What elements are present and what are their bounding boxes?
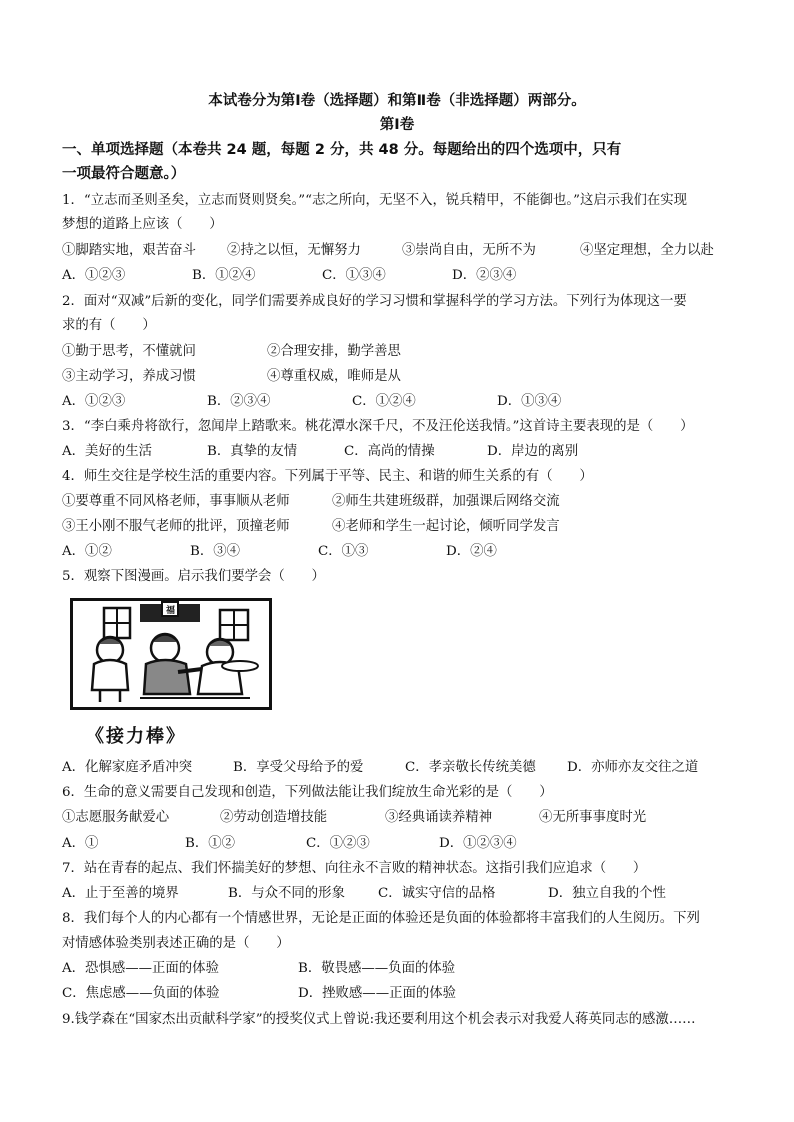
q6-options [62,834,742,853]
q5-option-d[interactable]: D．亦师亦友交往之道 [567,760,699,775]
q1-statement-3: ③崇尚自由，无所不为 [402,243,536,258]
q3-stem: 3．“李白乘舟将欲行，忽闻岸上踏歌来。桃花潭水深千尺，不及汪伦送我情。”这首诗主要表现的是（ ） [62,419,694,434]
q7-options [62,884,742,903]
q2-stem-line2: 求的有（ ） [62,318,156,333]
q6-statements [62,808,742,827]
cartoon-caption: 《接力棒》 [86,726,186,747]
volume-title: 第Ⅰ卷 [379,117,415,133]
q5-stem: 5．观察下图漫画。启示我们要学会（ ） [62,569,325,584]
q2-option-d[interactable]: D．①③④ [497,394,562,409]
svg-text:福: 福 [166,606,176,616]
q1-option-b[interactable]: B．①②④ [192,268,256,283]
q9-stem: 9.钱学森在“国家杰出贡献科学家”的授奖仪式上曾说:我还要利用这个机会表示对我爱人蒋英同志的感激…… [62,1012,696,1027]
q8-stem-line2: 对情感体验类别表述正确的是（ ） [62,936,290,951]
q8-option-b[interactable]: B．敬畏感——负面的体验 [298,961,456,976]
q3-options [62,442,742,461]
q4-statement-2: ②师生共建班级群，加强课后网络交流 [332,494,560,509]
q2-option-c[interactable]: C．①②④ [352,394,416,409]
q7-stem: 7．站在青春的起点、我们怀揣美好的梦想、向往永不言败的精神状态。这指引我们应追求（ ） [62,861,647,876]
q6-option-c[interactable]: C．①②③ [306,836,370,851]
section-heading-line2: 一项最符合题意。） [62,166,186,182]
q7-option-a[interactable]: A．止于至善的境界 [62,886,179,901]
q6-statement-2: ②劳动创造增技能 [220,810,328,825]
paper-intro: 本试卷分为第Ⅰ卷（选择题）和第Ⅱ卷（非选择题）两部分。 [208,93,586,109]
q4-statements-row2 [62,517,742,536]
q4-option-c[interactable]: C．①③ [318,544,369,559]
q6-option-d[interactable]: D．①②③④ [439,836,517,851]
q3-option-c[interactable]: C．高尚的情操 [344,444,435,459]
q6-statement-4: ④无所事事度时光 [539,810,647,825]
q4-statement-3: ③王小刚不服气老师的批评，顶撞老师 [62,519,290,534]
q1-statement-4: ④坚定理想，全力以赴 [580,243,714,258]
q4-option-d[interactable]: D．②④ [446,544,497,559]
q4-statements-row1 [62,492,742,511]
q8-stem-line1: 8．我们每个人的内心都有一个情感世界，无论是正面的体验还是负面的体验都将丰富我们的人生阅历。下列 [62,911,700,926]
q4-option-b[interactable]: B．③④ [190,544,241,559]
relay-baton-cartoon [70,598,272,710]
q1-option-a[interactable]: A．①②③ [62,268,126,283]
q1-stem-line2: 梦想的道路上应该（ ） [62,217,223,232]
q8-options-row1 [62,959,742,978]
q2-statement-2: ②合理安排，勤学善思 [267,344,401,359]
q8-option-a[interactable]: A．恐惧感——正面的体验 [62,961,219,976]
q2-stem-line1: 2．面对“双减”后新的变化，同学们需要养成良好的学习习惯和掌握科学的学习方法。下列行为体现这一要 [62,294,687,309]
q1-option-c[interactable]: C．①③④ [322,268,386,283]
q5-options [62,758,742,777]
q6-stem: 6．生命的意义需要自己发现和创造，下列做法能让我们绽放生命光彩的是（ ） [62,785,553,800]
q3-option-b[interactable]: B．真挚的友情 [207,444,298,459]
q2-option-a[interactable]: A．①②③ [62,394,126,409]
q2-statement-1: ①勤于思考，不懂就问 [62,344,196,359]
q1-statements [62,241,742,260]
q5-option-b[interactable]: B．享受父母给予的爱 [233,760,364,775]
q4-options [62,542,742,561]
q6-option-a[interactable]: A．① [62,836,99,851]
q6-option-b[interactable]: B．①② [185,836,236,851]
q2-statements-row1 [62,342,742,361]
q5-option-a[interactable]: A．化解家庭矛盾冲突 [62,760,193,775]
q2-statement-3: ③主动学习，养成习惯 [62,369,196,384]
q4-statement-1: ①要尊重不同风格老师，事事顺从老师 [62,494,290,509]
q8-option-c[interactable]: C．焦虑感——负面的体验 [62,986,220,1001]
q7-option-d[interactable]: D．独立自我的个性 [548,886,666,901]
q6-statement-1: ①志愿服务献爱心 [62,810,170,825]
q1-statement-2: ②持之以恒，无懈努力 [227,243,361,258]
q1-options [62,266,742,285]
q7-option-c[interactable]: C．诚实守信的品格 [378,886,496,901]
q1-option-d[interactable]: D．②③④ [452,268,517,283]
q2-option-b[interactable]: B．②③④ [207,394,271,409]
q1-statement-1: ①脚踏实地，艰苦奋斗 [62,243,196,258]
q5-option-c[interactable]: C．孝亲敬长传统美德 [405,760,536,775]
q1-stem-line1: 1．“立志而圣则圣矣，立志而贤则贤矣。”“志之所向，无坚不入，锐兵精甲，不能御也。”这启示我们在实现 [62,193,688,208]
q2-statement-4: ④尊重权威，唯师是从 [267,369,401,384]
q2-statements-row2 [62,367,742,386]
q6-statement-3: ③经典诵读养精神 [385,810,493,825]
section-heading-line1: 一、单项选择题（本卷共 24 题，每题 2 分，共 48 分。每题给出的四个选项中，只有 [62,142,622,158]
q3-option-a[interactable]: A．美好的生活 [62,444,153,459]
q3-option-d[interactable]: D．岸边的离别 [487,444,579,459]
q7-option-b[interactable]: B．与众不同的形象 [228,886,345,901]
q2-options [62,392,742,411]
q8-options-row2 [62,984,742,1003]
q4-stem: 4．师生交往是学校生活的重要内容。下列属于平等、民主、和谐的师生关系的有（ ） [62,469,593,484]
q8-option-d[interactable]: D．挫败感——正面的体验 [298,986,457,1001]
q4-option-a[interactable]: A．①② [62,544,112,559]
q4-statement-4: ④老师和学生一起讨论，倾听同学发言 [332,519,560,534]
